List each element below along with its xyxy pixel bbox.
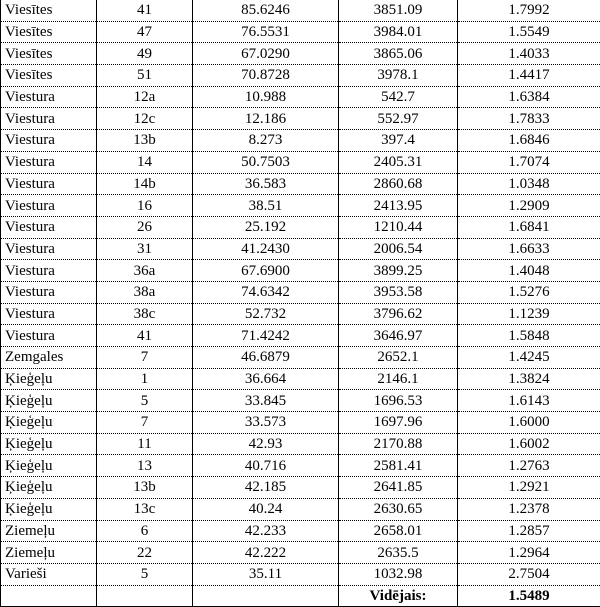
house-number-cell: 22: [97, 542, 193, 564]
ratio-cell: 1.5276: [458, 281, 600, 303]
empty-cell: [1, 585, 97, 607]
table-row: [1, 21, 600, 43]
house-number-cell: 5: [97, 390, 193, 412]
house-number-cell: 41: [97, 0, 193, 21]
value-cell: 3796.62: [339, 303, 458, 325]
street-cell: Viesītes: [1, 21, 97, 43]
street-cell: Ķieģeļu: [1, 498, 97, 520]
table-row: [1, 151, 600, 173]
value-cell: 2170.88: [339, 433, 458, 455]
house-number-cell: 31: [97, 238, 193, 260]
house-number-cell: 49: [97, 43, 193, 65]
table-row: [1, 433, 600, 455]
value-cell: 3978.1: [339, 65, 458, 87]
street-cell: Viestura: [1, 260, 97, 282]
ratio-cell: 1.4048: [458, 260, 600, 282]
house-number-cell: 13b: [97, 130, 193, 152]
summary-value: 1.5489: [458, 585, 600, 607]
area-cell: 67.0290: [193, 43, 339, 65]
empty-cell: [193, 585, 339, 607]
ratio-cell: 2.7504: [458, 563, 600, 585]
summary-row: [1, 585, 600, 607]
ratio-cell: 1.3824: [458, 368, 600, 390]
area-cell: 36.664: [193, 368, 339, 390]
ratio-cell: 1.4033: [458, 43, 600, 65]
table-row: [1, 455, 600, 477]
street-cell: Viestura: [1, 216, 97, 238]
area-cell: 12.186: [193, 108, 339, 130]
area-cell: 52.732: [193, 303, 339, 325]
house-number-cell: 6: [97, 520, 193, 542]
value-cell: 552.97: [339, 108, 458, 130]
area-cell: 35.11: [193, 563, 339, 585]
street-cell: Viesītes: [1, 65, 97, 87]
value-cell: 1697.96: [339, 412, 458, 434]
house-number-cell: 13c: [97, 498, 193, 520]
area-cell: 50.7503: [193, 151, 339, 173]
value-cell: 1032.98: [339, 563, 458, 585]
street-cell: Ķieģeļu: [1, 455, 97, 477]
street-cell: Viestura: [1, 86, 97, 108]
area-cell: 76.5531: [193, 21, 339, 43]
table-row: [1, 86, 600, 108]
ratio-cell: 1.6841: [458, 216, 600, 238]
area-cell: 74.6342: [193, 281, 339, 303]
table-row: [1, 130, 600, 152]
house-number-cell: 12c: [97, 108, 193, 130]
value-cell: 3865.06: [339, 43, 458, 65]
house-number-cell: 26: [97, 216, 193, 238]
ratio-cell: 1.2378: [458, 498, 600, 520]
ratio-cell: 1.4245: [458, 347, 600, 369]
area-cell: 42.222: [193, 542, 339, 564]
value-cell: 2652.1: [339, 347, 458, 369]
house-number-cell: 38c: [97, 303, 193, 325]
value-cell: 397.4: [339, 130, 458, 152]
value-cell: 1210.44: [339, 216, 458, 238]
value-cell: 2641.85: [339, 477, 458, 499]
empty-cell: [97, 585, 193, 607]
house-number-cell: 14: [97, 151, 193, 173]
value-cell: 1696.53: [339, 390, 458, 412]
table-row: [1, 498, 600, 520]
street-cell: Viestura: [1, 151, 97, 173]
value-cell: 2630.65: [339, 498, 458, 520]
ratio-cell: 1.2763: [458, 455, 600, 477]
area-cell: 46.6879: [193, 347, 339, 369]
area-cell: 40.716: [193, 455, 339, 477]
table-row: [1, 477, 600, 499]
street-cell: Ķieģeļu: [1, 433, 97, 455]
table-row: [1, 108, 600, 130]
street-cell: Ķieģeļu: [1, 477, 97, 499]
value-cell: 3899.25: [339, 260, 458, 282]
value-cell: 542.7: [339, 86, 458, 108]
table-row: [1, 195, 600, 217]
street-cell: Viestura: [1, 303, 97, 325]
house-number-cell: 41: [97, 325, 193, 347]
ratio-cell: 1.6846: [458, 130, 600, 152]
area-cell: 67.6900: [193, 260, 339, 282]
value-cell: 3953.58: [339, 281, 458, 303]
ratio-cell: 1.2909: [458, 195, 600, 217]
ratio-cell: 1.6633: [458, 238, 600, 260]
house-number-cell: 13: [97, 455, 193, 477]
street-cell: Varieši: [1, 563, 97, 585]
house-number-cell: 11: [97, 433, 193, 455]
ratio-cell: 1.7074: [458, 151, 600, 173]
street-cell: Viestura: [1, 173, 97, 195]
value-cell: 2006.54: [339, 238, 458, 260]
street-cell: Viestura: [1, 108, 97, 130]
street-cell: Ziemeļu: [1, 520, 97, 542]
street-cell: Ziemeļu: [1, 542, 97, 564]
table-row: [1, 43, 600, 65]
house-number-cell: 51: [97, 65, 193, 87]
house-number-cell: 7: [97, 347, 193, 369]
street-cell: Ķieģeļu: [1, 390, 97, 412]
area-cell: 42.185: [193, 477, 339, 499]
value-cell: 2860.68: [339, 173, 458, 195]
ratio-cell: 1.4417: [458, 65, 600, 87]
summary-label: Vidējais:: [339, 585, 458, 607]
street-cell: Viestura: [1, 325, 97, 347]
area-cell: 8.273: [193, 130, 339, 152]
house-number-cell: 12a: [97, 86, 193, 108]
table-row: [1, 238, 600, 260]
street-cell: Viestura: [1, 238, 97, 260]
value-cell: 3646.97: [339, 325, 458, 347]
street-cell: Viestura: [1, 195, 97, 217]
table-row: [1, 216, 600, 238]
ratio-cell: 1.5848: [458, 325, 600, 347]
ratio-cell: 1.6002: [458, 433, 600, 455]
street-cell: Zemgales: [1, 347, 97, 369]
ratio-cell: 1.2921: [458, 477, 600, 499]
house-number-cell: 7: [97, 412, 193, 434]
street-cell: Viestura: [1, 130, 97, 152]
value-cell: 2658.01: [339, 520, 458, 542]
area-cell: 25.192: [193, 216, 339, 238]
value-cell: 2413.95: [339, 195, 458, 217]
street-cell: Ķieģeļu: [1, 368, 97, 390]
house-number-cell: 36a: [97, 260, 193, 282]
ratio-cell: 1.1239: [458, 303, 600, 325]
table-row: [1, 303, 600, 325]
value-cell: 2146.1: [339, 368, 458, 390]
ratio-cell: 1.6000: [458, 412, 600, 434]
table-row: [1, 65, 600, 87]
table-row: [1, 325, 600, 347]
street-cell: Ķieģeļu: [1, 412, 97, 434]
table-row: [1, 542, 600, 564]
value-cell: 2405.31: [339, 151, 458, 173]
table-row: [1, 173, 600, 195]
table-row: [1, 260, 600, 282]
area-cell: 70.8728: [193, 65, 339, 87]
area-cell: 33.573: [193, 412, 339, 434]
ratio-cell: 1.2857: [458, 520, 600, 542]
house-number-cell: 13b: [97, 477, 193, 499]
ratio-cell: 1.6143: [458, 390, 600, 412]
value-cell: 3984.01: [339, 21, 458, 43]
street-cell: Viesītes: [1, 43, 97, 65]
house-number-cell: 1: [97, 368, 193, 390]
table-body: [1, 0, 600, 607]
area-cell: 41.2430: [193, 238, 339, 260]
area-cell: 36.583: [193, 173, 339, 195]
table-row: [1, 390, 600, 412]
ratio-cell: 1.7833: [458, 108, 600, 130]
table-row: [1, 347, 600, 369]
table-row: [1, 520, 600, 542]
table-row: [1, 368, 600, 390]
street-cell: Viesītes: [1, 0, 97, 21]
house-number-cell: 16: [97, 195, 193, 217]
ratio-cell: 1.7992: [458, 0, 600, 21]
house-number-cell: 47: [97, 21, 193, 43]
ratio-cell: 1.0348: [458, 173, 600, 195]
value-cell: 2635.5: [339, 542, 458, 564]
area-cell: 42.233: [193, 520, 339, 542]
table-row: [1, 0, 600, 21]
ratio-cell: 1.6384: [458, 86, 600, 108]
area-cell: 33.845: [193, 390, 339, 412]
area-cell: 71.4242: [193, 325, 339, 347]
house-number-cell: 38a: [97, 281, 193, 303]
area-cell: 38.51: [193, 195, 339, 217]
value-cell: 3851.09: [339, 0, 458, 21]
ratio-cell: 1.2964: [458, 542, 600, 564]
house-number-cell: 5: [97, 563, 193, 585]
area-cell: 85.6246: [193, 0, 339, 21]
area-cell: 40.24: [193, 498, 339, 520]
ratio-cell: 1.5549: [458, 21, 600, 43]
value-cell: 2581.41: [339, 455, 458, 477]
area-cell: 10.988: [193, 86, 339, 108]
table-row: [1, 412, 600, 434]
house-number-cell: 14b: [97, 173, 193, 195]
street-cell: Viestura: [1, 281, 97, 303]
area-cell: 42.93: [193, 433, 339, 455]
table-row: [1, 281, 600, 303]
table-row: [1, 563, 600, 585]
